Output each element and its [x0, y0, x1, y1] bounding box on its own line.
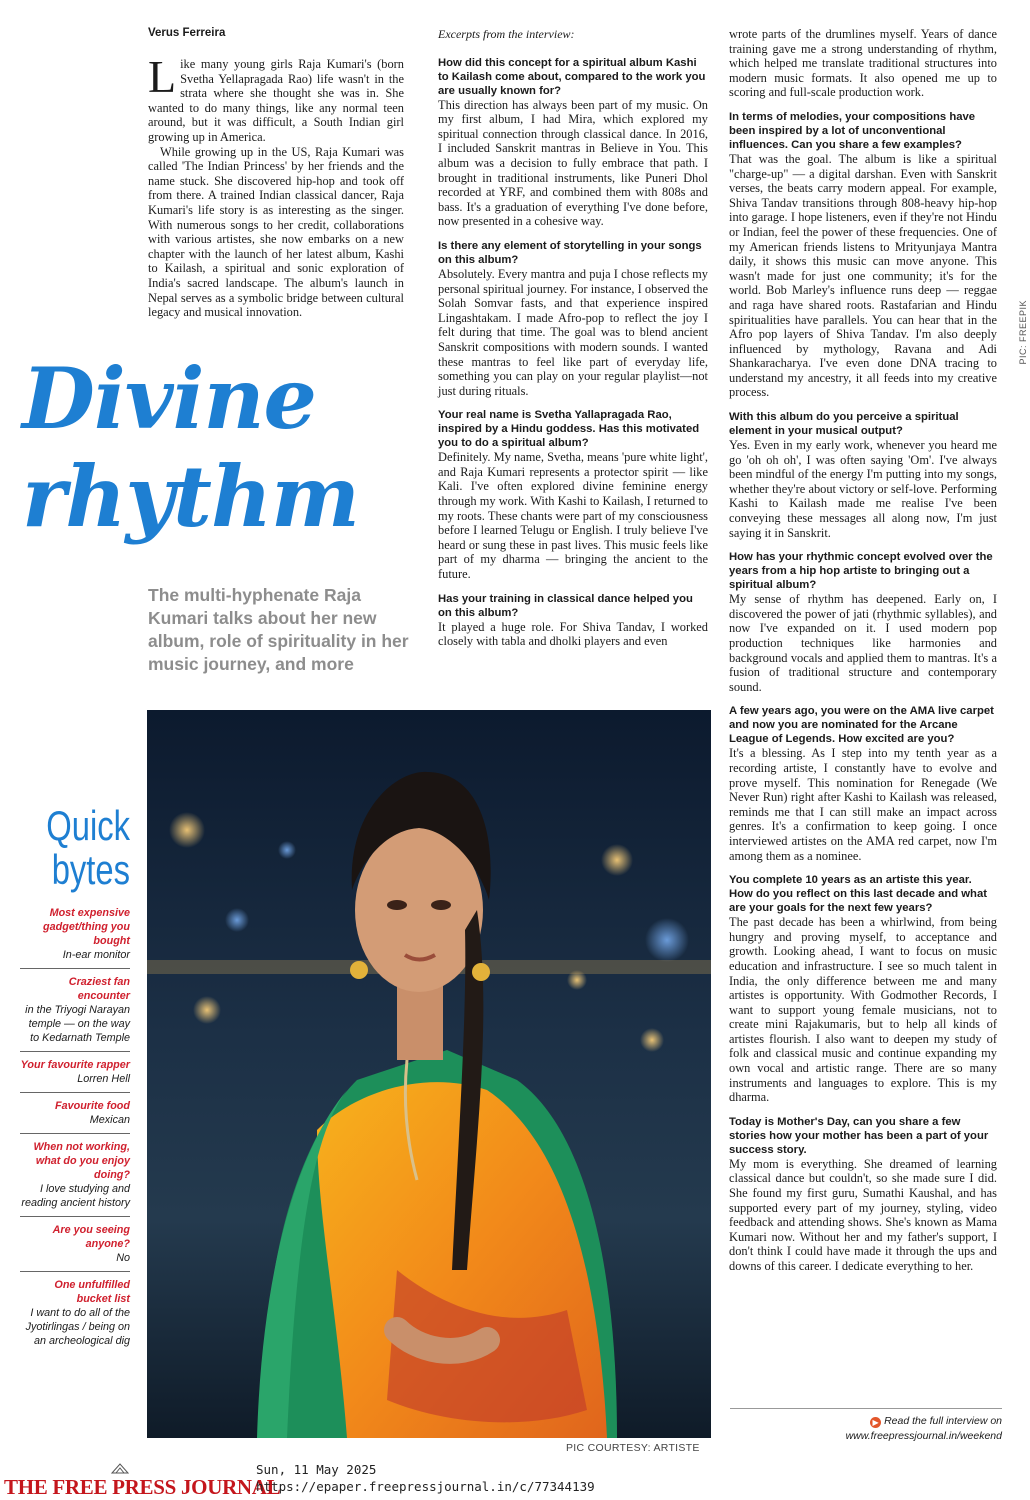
- quick-byte-answer: Mexican: [89, 1114, 130, 1126]
- interview-question: Your real name is Svetha Yallapragada Rao, inspired by a Hindu goddess. Has this motivated you to do a spiritual album?: [438, 409, 700, 450]
- byline: Verus Ferreira: [148, 27, 226, 39]
- interview-answer: It's a blessing. As I step into my tenth year as a recording artiste, I constantly have to evolve and prove myself. This nomination for Renegade (We Never Run) right after Kashi to Kailash was released, reminds me that I can still make an impact across genres. It's a confirmation to keep going. I once interviewed artistes on the AMA red carpet, now I'm among them as a nominee.: [729, 746, 997, 863]
- interview-answer: Absolutely. Every mantra and puja I chose reflects my personal spiritual journey. For instance, I observed the Solah Somvar fasts, and that experience inspired Lingashtakam. I made Afro-pop to reflect the joy I felt during that time. The goal was to blend ancient Sanskrit compositions with modern sounds. I wanted these mantras to feel like part of everyday life, something you can play on your regular playlist—not just during rituals.: [438, 266, 708, 398]
- drop-cap: L: [148, 51, 177, 102]
- quick-bytes-title-line-1: Quick: [46, 802, 131, 849]
- intro-paragraph-2: While growing up in the US, Raja Kumari was called 'The Indian Princess' by her friends and the name stuck. She discovered hip-hop and took off from there. A trained Indian classical dancer, Raja Kumari's life story is as interesting as the singer. With numerous songs to her credit, collaborations with various artistes, she now embarks on a new chapter with the launch of her latest album, Kashi to Kailash, a spiritual and sonic exploration of India's sacred landscape. The album's launch in Nepal serves as a symbolic bridge between cultural legacy and musical innovation.: [148, 144, 404, 320]
- quick-byte-question: Favourite food: [55, 1100, 130, 1112]
- col2-container: [438, 56, 708, 649]
- publish-date: Sun, 11 May 2025: [256, 1462, 377, 1477]
- interview-question: Today is Mother's Day, can you share a few stories how your mother has been a part of your success story.: [729, 1115, 989, 1156]
- photo-credit: PIC COURTESY: ARTISTE: [566, 1442, 700, 1454]
- quick-bytes-title: [44, 804, 130, 892]
- interview-answer: Yes. Even in my early work, whenever you heard me go 'oh oh oh', I was often saying 'Om'. I've always been mindful of the energy I'm putting into my songs, whether they're about victory or self-love. Performing Kashi to Kailash made me realise I've been conveying these messages all along now, I'm just saying it in Sanskrit.: [729, 438, 997, 540]
- interview-column-2: [438, 27, 708, 649]
- col3-container: [729, 27, 997, 1274]
- quick-byte-answer: No: [116, 1252, 130, 1264]
- interview-question: Has your training in classical dance helped you on this album?: [438, 592, 693, 619]
- quick-byte-answer: I want to do all of the Jyotirlingas / being on an archeological dig: [25, 1307, 130, 1347]
- interview-answer: wrote parts of the drumlines myself. Years of dance training gave me a strong understanding of rhythm, which helped me translate traditional structures into modern music formats. It also opened me up to scoring and full-scale production work.: [729, 27, 997, 100]
- headline: [22, 350, 359, 546]
- quick-bytes-list: [20, 906, 130, 1354]
- quick-byte-answer: Lorren Hell: [77, 1073, 130, 1085]
- quick-byte-item: [20, 1272, 130, 1354]
- headline-line-1: Divine: [22, 349, 316, 448]
- epaper-url[interactable]: https://epaper.freepressjournal.in/c/77344139: [256, 1479, 595, 1494]
- portrait-photo: [147, 710, 711, 1438]
- side-credit: PIC: FREEPIK: [1018, 300, 1028, 365]
- masthead-logo: [4, 1475, 280, 1500]
- quick-byte-item: [20, 1052, 130, 1093]
- quick-byte-item: [20, 1093, 130, 1134]
- interview-answer: My mom is everything. She dreamed of learning classical dance but couldn't, so she made sure I did. She found my first guru, Sumathi Kaushal, and has supported every part of my journey, styling, video feedback and attending shows. She's known as Mama Kumari now. Without her and my father's support, I don't think I could have made it through the ups and downs of this career. I dedicate everything to her.: [729, 1156, 997, 1273]
- quick-byte-answer: in the Triyogi Narayan temple — on the way to Kedarnath Temple: [25, 1004, 130, 1044]
- quick-byte-item: [20, 1217, 130, 1272]
- quick-byte-question: One unfulfilled bucket list: [54, 1279, 130, 1305]
- excerpt-label: Excerpts from the interview:: [438, 27, 575, 41]
- quick-byte-item: [20, 1134, 130, 1217]
- interview-column-3: [729, 27, 997, 1274]
- interview-answer: Definitely. My name, Svetha, means 'pure white light', and Raja Kumari represents a protector spirit — like Kali. I've often explored divine feminine energy through my work. With Kashi to Kailash, I returned to my roots. These chants were part of my consciousness before I learned Telugu or English. I truly believe I've heard or sung these in past lives. This music feels like part of my dharma — bringing the ancient to the future.: [438, 450, 708, 582]
- quick-byte-item: [20, 906, 130, 969]
- interview-answer: This direction has always been part of my music. On my first album, I had Mira, which explored my spiritual connection through classical dance. In 2016, I included Sanskrit mantras in Believe in You. This album was a decision to fully embrace that path. I brought in traditional instruments, like Puneri Dhol recorded at YRF, and combined them with 808s and bass. It's a graduation of everything I've done before, now presented in a cohesive way.: [438, 97, 708, 229]
- standfirst: The multi-hyphenate Raja Kumari talks about her new album, role of spirituality in her music journey, and more: [148, 585, 409, 674]
- interview-answer: The past decade has been a whirlwind, from being hungry and proving myself, to acceptance and growth. Looking ahead, I want to focus on music education and infrastructure. I see so much talent in India, the only difference between me and many artistes is opportunity. With Godmother Records, I want to support young female musicians, not to create mini Rajakumaris, but to help all kinds of artistes flourish. I also want to deepen my study of folk and classical music and continue expanding my own vocal and artistic range. There are so many instruments and languages to explore. This is my dharma.: [729, 915, 997, 1105]
- interview-question: How did this concept for a spiritual album Kashi to Kailash come about, compared to the work you are usually known for?: [438, 56, 706, 97]
- interview-question: In terms of melodies, your compositions have been inspired by a lot of unconventional influences. Can you share a few examples?: [729, 110, 976, 151]
- intro-text: [148, 51, 404, 320]
- intro-paragraph-1: ike many young girls Raja Kumari's (born Svetha Yellapragada Rao) life wasn't in the strata where she thought she was in. She wanted to do many things, like any normal teen around, but it was difficult, a South Indian girl growing up in America.: [148, 57, 404, 144]
- interview-answer: My sense of rhythm has deepened. Early on, I discovered the power of jati (rhythmic syllables), and now I've expanded on it. I used modern pop production techniques like harmonies and background vocals and applied them to mantras. It's a fusion of traditional structure and contemporary sound.: [729, 592, 997, 694]
- emblem-icon: [110, 1462, 130, 1474]
- quick-byte-answer: I love studying and reading ancient history: [21, 1183, 130, 1209]
- quick-byte-question: Are you seeing anyone?: [52, 1224, 130, 1250]
- portrait-illustration: [147, 710, 711, 1438]
- footer-meta: [256, 1461, 595, 1495]
- quick-byte-question: Your favourite rapper: [20, 1059, 130, 1071]
- interview-question: With this album do you perceive a spiritual element in your musical output?: [729, 411, 959, 438]
- masthead-text: THE FREE PRESS JOURNAL: [4, 1475, 281, 1499]
- headline-line-2: rhythm: [22, 447, 359, 546]
- quick-bytes-title-line-2: bytes: [51, 846, 131, 893]
- read-more: [730, 1408, 1002, 1444]
- arrow-icon: ▶: [870, 1417, 881, 1428]
- interview-question: A few years ago, you were on the AMA live carpet and now you are nominated for the Arcane League of Legends. How excited are you?: [729, 705, 994, 746]
- interview-question: You complete 10 years as an artiste this year. How do you reflect on this last decade and what are your goals for the next few years?: [729, 874, 987, 915]
- interview-question: Is there any element of storytelling in your songs on this album?: [438, 239, 702, 266]
- quick-byte-question: Craziest fan encounter: [68, 976, 130, 1002]
- interview-answer: That was the goal. The album is like a spiritual "charge-up" — a digital darshan. Even with Sanskrit verses, the beats carry modern appeal. For example, Shiva Tandav transitions through 808-heavy hip-hop into garage. I hope listeners, even if they're not Hindu or Indian, feel the power of these frequencies. One of my American friends listens to Mrityunjaya Mantra daily, it shows this music can move anyone. This wasn't made for just one community; it's for the world. Bob Marley's influence runs deep — reggae and raga have shared roots. Rastafarian and Hindu spiritualities have parallels. You can hear that in the Afro pop layers of Shiva Tandav. I'm also deeply influenced by mythology, Ravana and Adi Shankaracharya. I've even done DNA tracing to understand my ancestry, it all feeds into my creative process.: [729, 151, 997, 400]
- quick-byte-answer: In-ear monitor: [62, 949, 130, 961]
- interview-question: How has your rhythmic concept evolved over the years from a hip hop artiste to bringing out a spiritual album?: [729, 551, 993, 592]
- quick-byte-question: Most expensive gadget/thing you bought: [43, 907, 130, 947]
- quick-byte-question: When not working, what do you enjoy doing?: [33, 1141, 130, 1181]
- read-more-link[interactable]: www.freepressjournal.in/weekend: [845, 1430, 1002, 1442]
- quick-byte-item: [20, 969, 130, 1052]
- interview-answer: It played a huge role. For Shiva Tandav, I worked closely with tabla and dholki players and even: [438, 619, 708, 649]
- read-more-line-1: Read the full interview on: [884, 1415, 1002, 1427]
